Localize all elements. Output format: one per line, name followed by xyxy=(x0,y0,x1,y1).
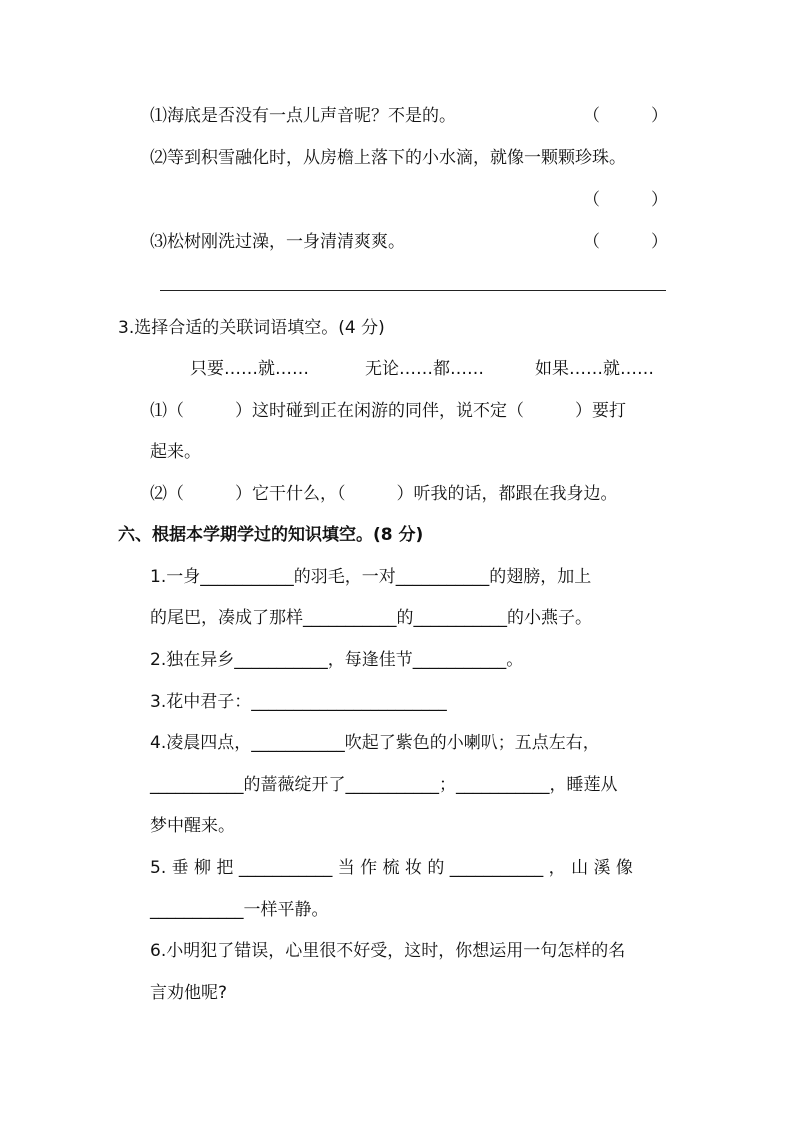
q3-option-3: 如果……就…… xyxy=(535,359,654,379)
s6-line-3: 2.独在异乡___________，每逢佳节___________。 xyxy=(150,650,524,670)
answer-rule[interactable] xyxy=(160,290,666,291)
q3-item-1-cont: 起来。 xyxy=(150,442,201,462)
s6-line-8: 5. 垂 柳 把 ___________ 当 作 梳 妆 的 ___________ ， 山 溪 像 xyxy=(150,858,633,878)
s6-line-7: 梦中醒来。 xyxy=(150,816,235,836)
s6-line-11: 言劝他呢? xyxy=(150,983,228,1003)
s6-line-10: 6.小明犯了错误，心里很不好受，这时，你想运用一句怎样的名 xyxy=(150,941,626,961)
q3-title: 3.选择合适的关联词语填空。(4 分) xyxy=(118,318,385,338)
q2-item-1: ⑴海底是否没有一点儿声音呢？不是的。 xyxy=(150,106,456,126)
q2-answer-paren-3[interactable]: （ ） xyxy=(583,232,668,252)
q2-answer-paren-1[interactable]: （ ） xyxy=(583,106,668,126)
s6-line-2: 的尾巴，凑成了那样___________的___________的小燕子。 xyxy=(150,608,592,628)
section-6-title: 六、根据本学期学过的知识填空。(8 分) xyxy=(118,525,424,545)
q2-item-2: ⑵等到积雪融化时，从房檐上落下的小水滴，就像一颗颗珍珠。 xyxy=(150,148,626,168)
q2-item-3: ⑶松树刚洗过澡，一身清清爽爽。 xyxy=(150,232,405,252)
q3-item-2: ⑵（ ）它干什么，（ ）听我的话，都跟在我身边。 xyxy=(150,484,618,504)
s6-line-1: 1.一身___________的羽毛，一对___________的翅膀，加上 xyxy=(150,567,592,587)
s6-line-4: 3.花中君子：_______________________ xyxy=(150,692,447,712)
s6-line-6: ___________的蔷薇绽开了___________；___________，睡莲从 xyxy=(150,775,618,795)
s6-line-9: ___________一样平静。 xyxy=(150,900,329,920)
s6-line-5: 4.凌晨四点，___________吹起了紫色的小喇叭；五点左右， xyxy=(150,733,600,753)
q3-option-2: 无论……都…… xyxy=(365,359,484,379)
q2-answer-paren-2[interactable]: （ ） xyxy=(583,190,668,210)
q3-item-1: ⑴（ ）这时碰到正在闲游的同伴，说不定（ ）要打 xyxy=(150,401,626,421)
q3-option-1: 只要……就…… xyxy=(190,359,309,379)
